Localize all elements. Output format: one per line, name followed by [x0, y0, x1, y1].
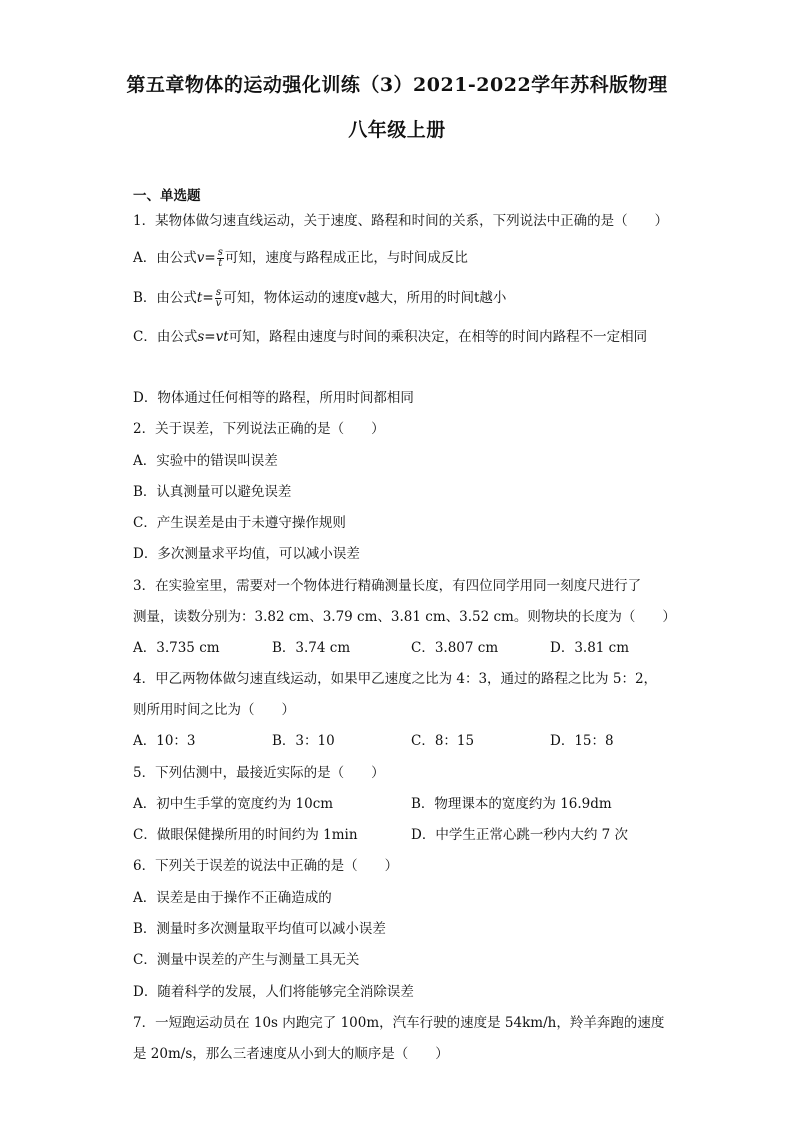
- q1-b-denominator: v: [215, 298, 222, 309]
- document-title-line1: 第五章物体的运动强化训练（3）2021-2022学年苏科版物理: [126, 74, 668, 96]
- q4-option-a: A．10：3: [133, 733, 196, 749]
- q1-a-prefix: A．由公式: [133, 250, 197, 266]
- q7-stem-line1: 7．一短跑运动员在 10s 内跑完了 100m，汽车行驶的速度是 54km/h，羚羊奔跑的速度: [133, 1015, 665, 1031]
- q2-option-c: C．产生误差是由于未遵守操作规则: [133, 515, 346, 531]
- q2-option-d: D．多次测量求平均值，可以减小误差: [133, 546, 360, 562]
- q1-option-d: D．物体通过任何相等的路程，所用时间都相同: [133, 390, 414, 406]
- q1-b-text: 可知，物体运动的速度v越大，所用的时间t越小: [223, 290, 507, 306]
- q5-option-c: C．做眼保健操所用的时间约为 1min: [133, 827, 358, 843]
- q3-option-a: A．3.735 cm: [133, 640, 220, 656]
- q1-a-fraction: [217, 248, 224, 269]
- document-title-line2: 八年级上册: [348, 119, 446, 141]
- q1-c-formula: s=vt: [197, 329, 229, 345]
- q5-options-row1: [133, 794, 689, 814]
- q3-option-d: D．3.81 cm: [550, 640, 630, 656]
- q7-stem-line2: 是 20m/s，那么三者速度从小到大的顺序是（ ）: [133, 1046, 449, 1062]
- section-heading: 一、单选题: [133, 188, 201, 204]
- q1-stem: 1．某物体做匀速直线运动，关于速度、路程和时间的关系，下列说法中正确的是（ ）: [133, 213, 669, 229]
- q1-a-numerator: s: [217, 247, 223, 258]
- q4-option-b: B．3：10: [272, 733, 335, 749]
- q4-option-c: C．8：15: [411, 733, 475, 749]
- q1-b-fraction: [215, 288, 223, 309]
- q3-option-c: C．3.807 cm: [411, 640, 499, 656]
- q1-c-text: 可知，路程由速度与时间的乘积决定，在相等的时间内路程不一定相同: [228, 329, 648, 345]
- q6-option-b: B．测量时多次测量取平均值可以减小误差: [133, 921, 386, 937]
- q6-option-d: D．随着科学的发展，人们将能够完全消除误差: [133, 984, 414, 1000]
- q5-stem: 5．下列估测中，最接近实际的是（ ）: [133, 765, 385, 781]
- q1-b-var: t: [196, 290, 203, 306]
- q4-stem-line2: 则所用时间之比为（ ）: [133, 702, 295, 718]
- q1-b-prefix: B．由公式: [133, 290, 197, 306]
- q2-stem: 2．关于误差，下列说法正确的是（ ）: [133, 421, 385, 437]
- q1-a-text: 可知，速度与路程成正比，与时间成反比: [224, 250, 468, 266]
- q5-option-b: B．物理课本的宽度约为 16.9dm: [411, 796, 612, 812]
- q1-option-a: [133, 248, 468, 269]
- q3-stem-line2: 测量，读数分别为：3.82 cm、3.79 cm、3.81 cm、3.52 cm。则物块的长度为（ ）: [133, 609, 676, 625]
- q1-option-b: [133, 288, 506, 309]
- q4-options: [133, 731, 689, 751]
- q3-stem-line1: 3．在实验室里，需要对一个物体进行精确测量长度，有四位同学用同一刻度尺进行了: [133, 578, 642, 594]
- q4-stem-line1: 4．甲乙两物体做匀速直线运动，如果甲乙速度之比为 4：3，通过的路程之比为 5：2，: [133, 671, 658, 687]
- q2-option-b: B．认真测量可以避免误差: [133, 484, 292, 500]
- q1-a-denominator: t: [218, 258, 223, 269]
- q5-option-d: D．中学生正常心跳一秒内大约 7 次: [411, 827, 628, 843]
- q6-option-c: C．测量中误差的产生与测量工具无关: [133, 952, 360, 968]
- q2-option-a: A．实验中的错误叫误差: [133, 453, 278, 469]
- q1-a-var: v: [196, 250, 205, 266]
- q1-c-prefix: C．由公式: [133, 329, 198, 345]
- q1-b-eq: =: [202, 290, 214, 306]
- q1-a-eq: =: [204, 250, 216, 266]
- q4-option-d: D．15：8: [550, 733, 614, 749]
- q6-stem: 6．下列关于误差的说法中正确的是（ ）: [133, 858, 399, 874]
- q1-option-c: [133, 327, 647, 347]
- q3-options: [133, 638, 689, 658]
- q5-option-a: A．初中生手掌的宽度约为 10cm: [133, 796, 334, 812]
- q6-option-a: A．误差是由于操作不正确造成的: [133, 890, 332, 906]
- q3-option-b: B．3.74 cm: [272, 640, 351, 656]
- q5-options-row2: [133, 825, 689, 845]
- q1-b-numerator: s: [215, 287, 222, 298]
